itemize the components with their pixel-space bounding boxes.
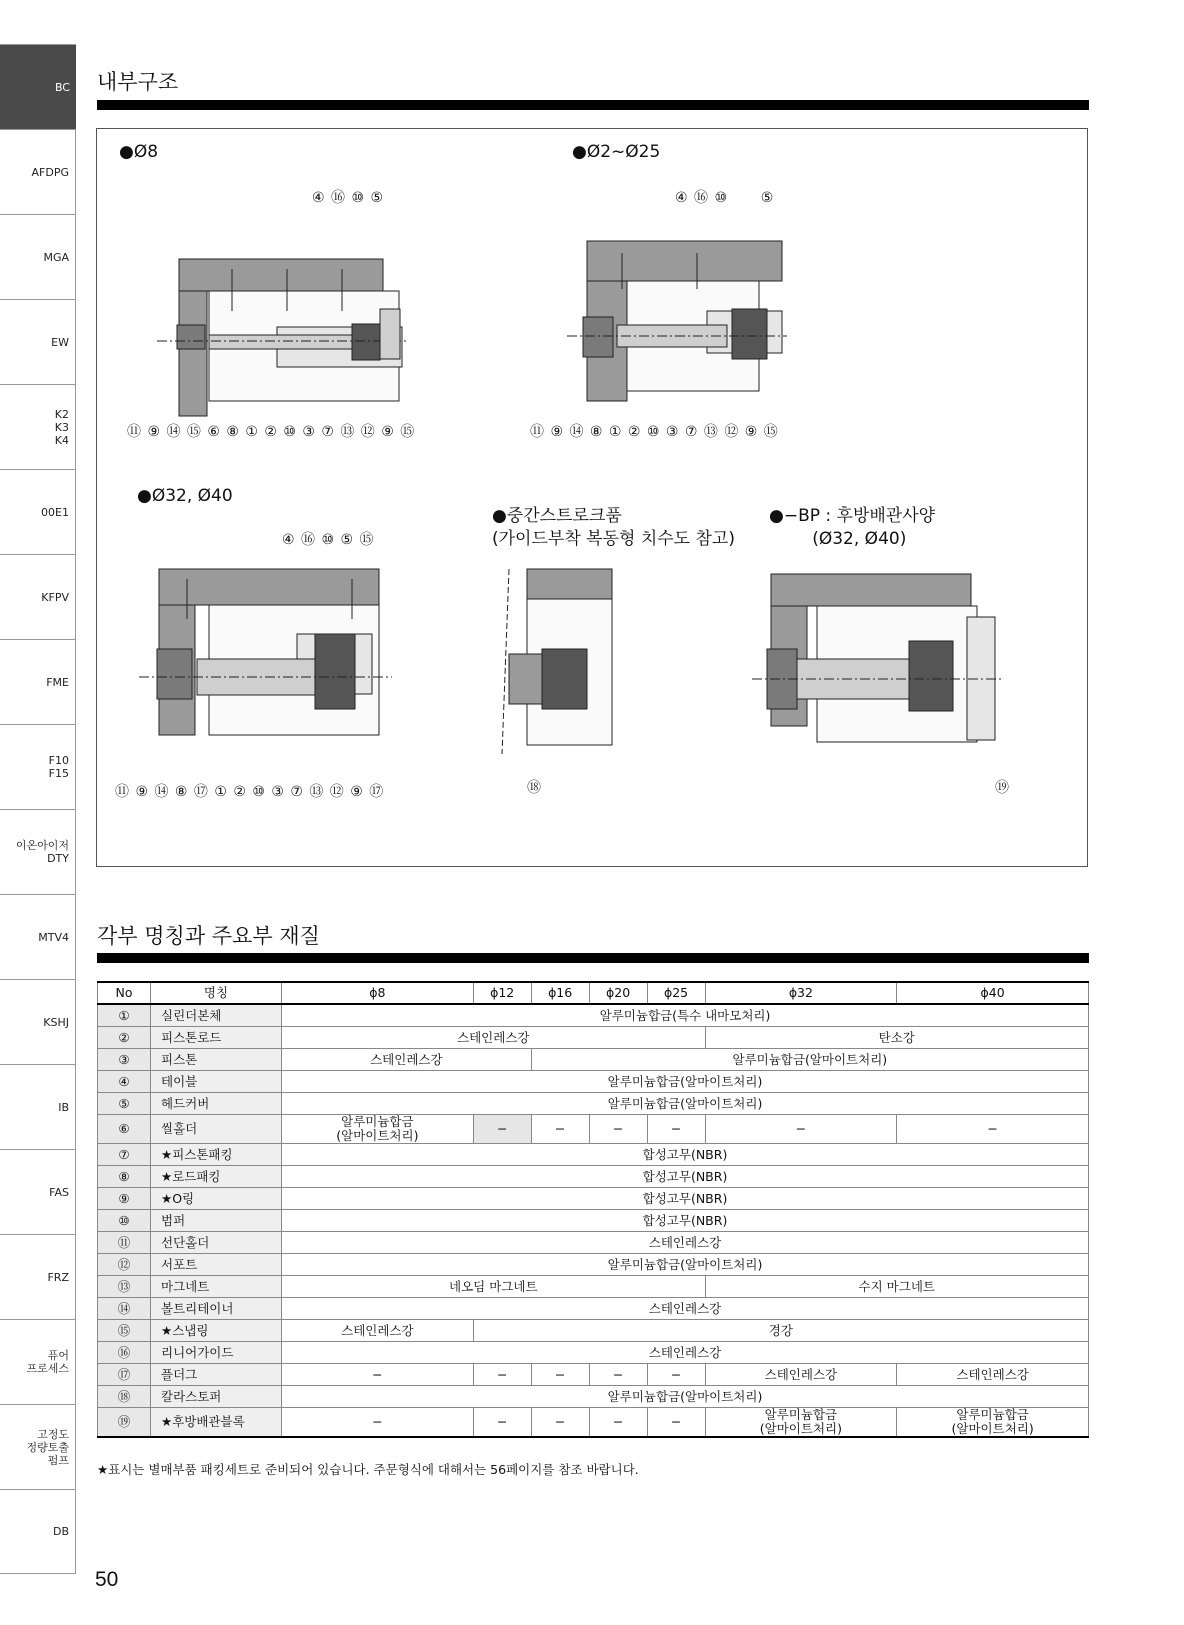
material-cell: − xyxy=(589,1408,647,1438)
cylinder-drawing-d8 xyxy=(157,259,407,416)
material-cell: 스테인레스강 xyxy=(282,1027,706,1049)
material-cell: − xyxy=(705,1115,897,1144)
material-cell: − xyxy=(897,1115,1089,1144)
part-name: ★스냅링 xyxy=(151,1320,282,1342)
material-cell: 합성고무(NBR) xyxy=(282,1210,1089,1232)
part-name: 서포트 xyxy=(151,1254,282,1276)
side-tab[interactable]: 00E1 xyxy=(0,469,76,554)
table-row xyxy=(98,1254,1089,1276)
table-row xyxy=(98,1298,1089,1320)
material-cell: 스테인레스강 xyxy=(282,1232,1089,1254)
callouts-bottom-d32-40: ⑪ ⑨ ⑭ ⑧ ⑰ ① ② ⑩ ③ ⑦ ⑬ ⑫ ⑨ ⑰ xyxy=(115,784,385,800)
cylinder-drawing-bp xyxy=(752,574,1002,742)
side-tab[interactable]: EW xyxy=(0,299,76,384)
diagram-label-d32-40: ●Ø32, Ø40 xyxy=(137,486,233,506)
table-row xyxy=(98,1093,1089,1115)
part-number: ⑯ xyxy=(98,1342,151,1364)
material-cell: 알루미늄합금 (알마이트처리) xyxy=(282,1115,474,1144)
material-cell: − xyxy=(647,1364,705,1386)
side-tab[interactable]: FRZ xyxy=(0,1234,76,1319)
cylinder-drawing-d12-25 xyxy=(567,241,787,401)
column-header: ϕ32 xyxy=(705,982,897,1004)
part-name: 씰홀더 xyxy=(151,1115,282,1144)
column-header: ϕ12 xyxy=(473,982,531,1004)
material-cell: − xyxy=(647,1408,705,1438)
title-rule xyxy=(97,100,1089,110)
side-tab[interactable]: K2 K3 K4 xyxy=(0,384,76,469)
part-number: ⑫ xyxy=(98,1254,151,1276)
material-cell: 스테인레스강 xyxy=(897,1364,1089,1386)
material-cell: − xyxy=(282,1364,474,1386)
side-tab[interactable]: BC xyxy=(0,44,76,129)
column-header: 명칭 xyxy=(151,982,282,1004)
part-number: ⑭ xyxy=(98,1298,151,1320)
part-name: ★로드패킹 xyxy=(151,1166,282,1188)
table-row xyxy=(98,1115,1089,1144)
side-tab[interactable]: 고정도 정량토출 펌프 xyxy=(0,1404,76,1489)
side-tab[interactable]: IB xyxy=(0,1064,76,1149)
material-cell: 알루미늄합금(알마이트처리) xyxy=(282,1093,1089,1115)
material-cell: 스테인레스강 xyxy=(282,1320,474,1342)
part-name: ★피스톤패킹 xyxy=(151,1144,282,1166)
table-row xyxy=(98,1320,1089,1342)
callouts-bottom-d8: ⑪ ⑨ ⑭ ⑮ ⑥ ⑧ ① ② ⑩ ③ ⑦ ⑬ ⑫ ⑨ ⑮ xyxy=(127,424,416,440)
diagram-label-d12-25: ●Ø2~Ø25 xyxy=(572,142,661,162)
material-cell: 알루미늄합금(알마이트처리) xyxy=(282,1386,1089,1408)
material-cell: 경강 xyxy=(473,1320,1088,1342)
part-number: ⑨ xyxy=(98,1188,151,1210)
cylinder-drawing-d32-40 xyxy=(139,569,392,735)
material-cell: 스테인레스강 xyxy=(705,1364,897,1386)
cylinder-drawing-mid-stroke xyxy=(502,569,612,754)
part-name: ★후방배관블록 xyxy=(151,1408,282,1438)
part-number: ⑪ xyxy=(98,1232,151,1254)
material-cell: 스테인레스강 xyxy=(282,1298,1089,1320)
side-tab[interactable]: MTV4 xyxy=(0,894,76,979)
material-cell: − xyxy=(531,1115,589,1144)
section-title-internal-structure: 내부구조 xyxy=(97,70,179,94)
page-number: 50 xyxy=(95,1568,119,1591)
side-tab[interactable]: F10 F15 xyxy=(0,724,76,809)
table-row xyxy=(98,1188,1089,1210)
material-cell: 알루미늄합금(특수 내마모처리) xyxy=(282,1004,1089,1027)
callouts-bottom-d12-25: ⑪ ⑨ ⑭ ⑧ ① ② ⑩ ③ ⑦ ⑬ ⑫ ⑨ ⑮ xyxy=(530,424,779,440)
part-name: 피스톤로드 xyxy=(151,1027,282,1049)
column-header: ϕ20 xyxy=(589,982,647,1004)
table-row xyxy=(98,1386,1089,1408)
material-cell: − xyxy=(531,1408,589,1438)
material-cell: 수지 마그네트 xyxy=(705,1276,1088,1298)
table-row xyxy=(98,1232,1089,1254)
material-cell: − xyxy=(473,1408,531,1438)
part-number: ⑰ xyxy=(98,1364,151,1386)
part-name: 피스톤 xyxy=(151,1049,282,1071)
material-cell: 알루미늄합금(알마이트처리) xyxy=(531,1049,1088,1071)
table-row xyxy=(98,1408,1089,1438)
table-body xyxy=(98,1004,1089,1437)
part-name: 선단홀더 xyxy=(151,1232,282,1254)
table-row xyxy=(98,1210,1089,1232)
part-number: ④ xyxy=(98,1071,151,1093)
material-cell: 알루미늄합금 (알마이트처리) xyxy=(897,1408,1089,1438)
part-number: ② xyxy=(98,1027,151,1049)
part-name: ★O링 xyxy=(151,1188,282,1210)
part-number: ③ xyxy=(98,1049,151,1071)
side-tab[interactable]: MGA xyxy=(0,214,76,299)
part-name: 리니어가이드 xyxy=(151,1342,282,1364)
part-name: 마그네트 xyxy=(151,1276,282,1298)
part-name: 테이블 xyxy=(151,1071,282,1093)
table-row xyxy=(98,1027,1089,1049)
material-cell: 합성고무(NBR) xyxy=(282,1188,1089,1210)
part-name: 볼트리테이너 xyxy=(151,1298,282,1320)
material-cell: 스테인레스강 xyxy=(282,1049,532,1071)
table-row xyxy=(98,1144,1089,1166)
material-cell: − xyxy=(282,1408,474,1438)
column-header: ϕ16 xyxy=(531,982,589,1004)
material-cell: 탄소강 xyxy=(705,1027,1088,1049)
callouts-top-d32-40: ④ ⑯ ⑩ ⑤ ⑮ xyxy=(282,532,375,548)
diagram-drawings xyxy=(97,129,1087,866)
callouts-top-d8: ④ ⑯ ⑩ ⑤ xyxy=(312,190,385,206)
material-cell: 알루미늄합금(알마이트처리) xyxy=(282,1254,1089,1276)
material-cell: − xyxy=(473,1364,531,1386)
table-row xyxy=(98,1071,1089,1093)
part-number: ① xyxy=(98,1004,151,1027)
table-row xyxy=(98,1276,1089,1298)
table-row xyxy=(98,1364,1089,1386)
part-number: ⑩ xyxy=(98,1210,151,1232)
side-tab[interactable]: KSHJ xyxy=(0,979,76,1064)
side-tab[interactable]: DB xyxy=(0,1489,76,1574)
part-number: ⑲ xyxy=(98,1408,151,1438)
side-nav xyxy=(0,44,76,1574)
side-tab[interactable]: FME xyxy=(0,639,76,724)
callouts-bottom-mid-stroke: ⑱ xyxy=(527,780,542,796)
material-cell: − xyxy=(647,1115,705,1144)
table-row xyxy=(98,1049,1089,1071)
part-number: ⑦ xyxy=(98,1144,151,1166)
diagram-label-d8: ●Ø8 xyxy=(119,142,159,162)
material-cell: − xyxy=(589,1115,647,1144)
part-number: ⑧ xyxy=(98,1166,151,1188)
section-title-parts-materials: 각부 명칭과 주요부 재질 xyxy=(97,924,320,948)
parts-materials-table xyxy=(97,981,1089,1438)
side-tab[interactable]: AFDPG xyxy=(0,129,76,214)
part-number: ⑬ xyxy=(98,1276,151,1298)
part-name: 칼라스토퍼 xyxy=(151,1386,282,1408)
column-header: ϕ40 xyxy=(897,982,1089,1004)
callouts-top-d12-25: ④ ⑯ ⑩ ⑤ xyxy=(675,190,775,206)
material-cell: 스테인레스강 xyxy=(282,1342,1089,1364)
part-number: ⑱ xyxy=(98,1386,151,1408)
footnote: ★표시는 별매부품 패킹세트로 준비되어 있습니다. 주문형식에 대해서는 56페이지를 참조 바랍니다. xyxy=(97,1462,639,1477)
diagram-label-bp: ●−BP : 후방배관사양 (Ø32, Ø40) xyxy=(769,506,936,549)
column-header: No xyxy=(98,982,151,1004)
table-row xyxy=(98,1004,1089,1027)
material-cell: 알루미늄합금(알마이트처리) xyxy=(282,1071,1089,1093)
material-cell: − xyxy=(589,1364,647,1386)
side-tab[interactable]: KFPV xyxy=(0,554,76,639)
side-tab[interactable]: 퓨어 프로세스 xyxy=(0,1319,76,1404)
table-row xyxy=(98,1342,1089,1364)
part-name: 플더그 xyxy=(151,1364,282,1386)
diagram-label-mid-stroke: ●중간스트로크품 (가이드부착 복동형 치수도 참고) xyxy=(492,506,735,549)
material-cell: 합성고무(NBR) xyxy=(282,1144,1089,1166)
part-name: 실린더본체 xyxy=(151,1004,282,1027)
material-cell: − xyxy=(473,1115,531,1144)
material-cell: 합성고무(NBR) xyxy=(282,1166,1089,1188)
table-header-row xyxy=(98,982,1089,1004)
table-row xyxy=(98,1166,1089,1188)
material-cell: − xyxy=(531,1364,589,1386)
material-cell: 알루미늄합금 (알마이트처리) xyxy=(705,1408,897,1438)
internal-structure-diagram-box xyxy=(96,128,1088,867)
material-cell: 네오딤 마그네트 xyxy=(282,1276,706,1298)
column-header: ϕ8 xyxy=(282,982,474,1004)
part-name: 헤드커버 xyxy=(151,1093,282,1115)
callouts-bottom-bp: ⑲ xyxy=(995,780,1010,796)
part-number: ⑥ xyxy=(98,1115,151,1144)
side-tab[interactable]: 이온아이저 DTY xyxy=(0,809,76,894)
part-number: ⑤ xyxy=(98,1093,151,1115)
column-header: ϕ25 xyxy=(647,982,705,1004)
part-name: 범퍼 xyxy=(151,1210,282,1232)
part-number: ⑮ xyxy=(98,1320,151,1342)
side-tab[interactable]: FAS xyxy=(0,1149,76,1234)
title-rule-2 xyxy=(97,953,1089,963)
